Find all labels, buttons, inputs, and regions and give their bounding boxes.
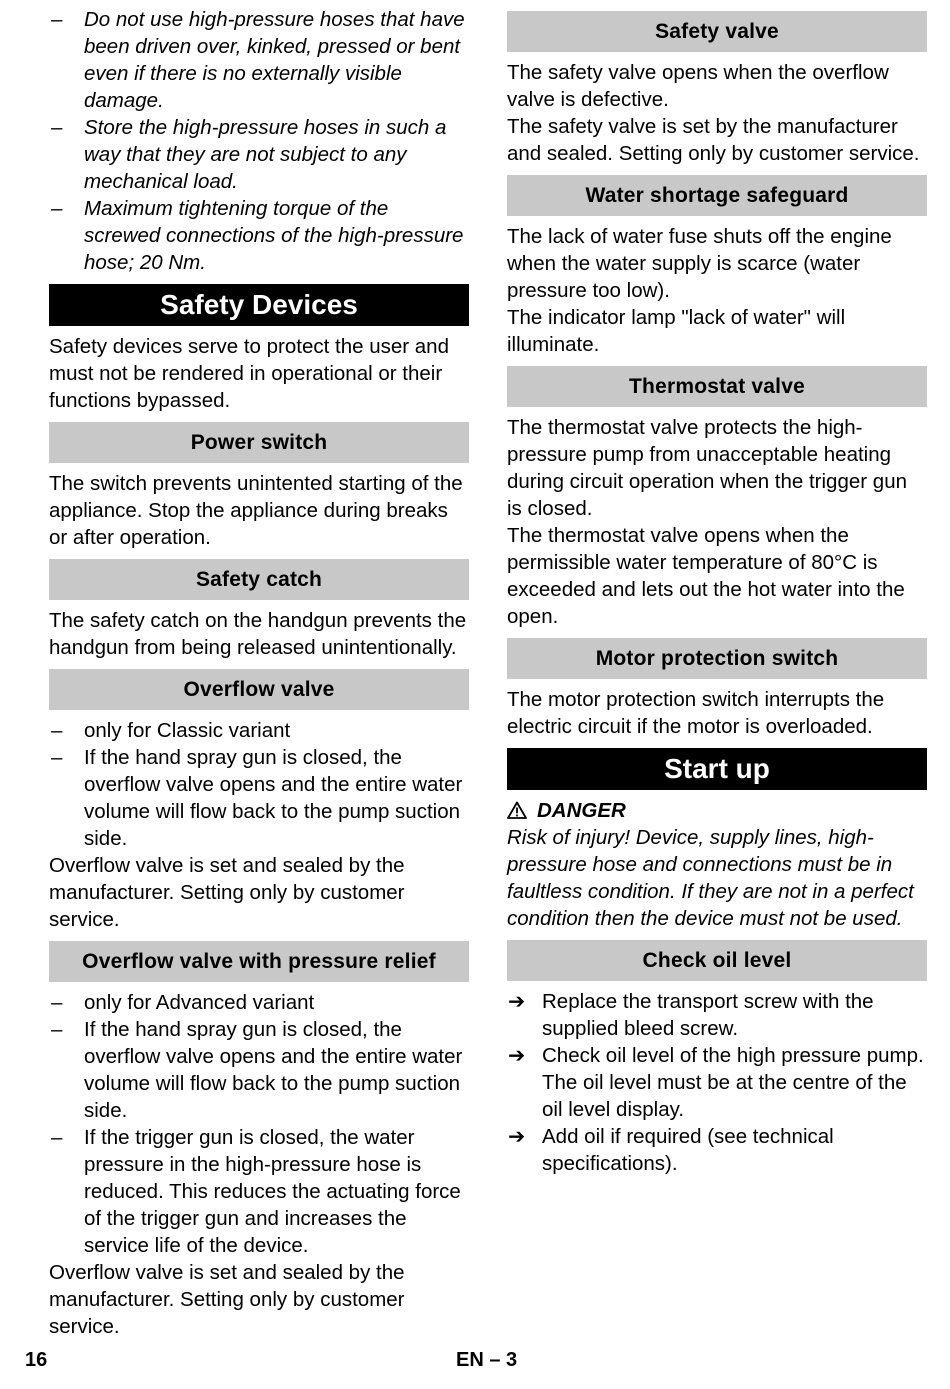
list-item — [507, 988, 927, 1042]
list-item — [507, 1123, 927, 1177]
list-item: – only for Advanced variant — [49, 989, 469, 1016]
list-item: – If the hand spray gun is closed, the overflow valve opens and the entire water volume will flow back to the pump suction side. — [49, 744, 469, 852]
list-item: – Store the high-pressure hoses in such a way that they are not subject to any mechanical load. — [49, 114, 469, 195]
danger-heading — [507, 797, 927, 824]
subheading-overflow-valve: Overflow valve — [49, 669, 469, 710]
oil-level-note: The oil level must be at the centre of the oil level display. — [542, 1071, 907, 1121]
check-oil-steps — [507, 988, 927, 1177]
overflow-valve-relief-list — [49, 989, 469, 1259]
right-column — [507, 0, 927, 1177]
hose-warnings-list — [49, 6, 469, 276]
thermostat-valve-text-2: The thermostat valve opens when the permissible water temperature of 80°C is exceeded and lets out the hot water into the open. — [507, 524, 905, 628]
step-text: Add oil if required (see technical specifications). — [542, 1125, 834, 1175]
subheading-safety-catch: Safety catch — [49, 559, 469, 600]
subheading-water-shortage: Water shortage safeguard — [507, 175, 927, 216]
arrow-right-icon: ➔ — [508, 990, 526, 1013]
left-column — [49, 0, 469, 1340]
list-item: – Maximum tightening torque of the screwed connections of the high-pressure hose; 20 Nm. — [49, 195, 469, 276]
list-item: – Do not use high-pressure hoses that have been driven over, kinked, pressed or bent even if there is no externally visible damage. — [49, 6, 469, 114]
section-page-label: EN – 3 — [456, 1349, 518, 1371]
list-item: – only for Classic variant — [49, 717, 469, 744]
list-item: – If the hand spray gun is closed, the overflow valve opens and the entire water volume will flow back to the pump suction side. — [49, 1016, 469, 1124]
safety-catch-text: The safety catch on the handgun prevents the handgun from being released unintentionally. — [49, 609, 467, 659]
overflow-valve-text: Overflow valve is set and sealed by the manufacturer. Setting only by customer service. — [49, 854, 405, 931]
subheading-motor-protection: Motor protection switch — [507, 638, 927, 679]
subheading-power-switch: Power switch — [49, 422, 469, 463]
arrow-right-icon: ➔ — [508, 1044, 526, 1067]
water-shortage-text-1: The lack of water fuse shuts off the engine when the water supply is scarce (water pressure too low). — [507, 225, 892, 302]
list-item: – If the trigger gun is closed, the water pressure in the high-pressure hose is reduced. This reduces the actuating force of the trigger gun and increases the service life of the device. — [49, 1124, 469, 1259]
warning-triangle-icon — [507, 797, 537, 824]
subheading-thermostat-valve: Thermostat valve — [507, 366, 927, 407]
subheading-overflow-valve-relief: Overflow valve with pressure relief — [49, 941, 469, 982]
subheading-check-oil-level: Check oil level — [507, 940, 927, 981]
page-number: 16 — [25, 1349, 48, 1371]
arrow-right-icon: ➔ — [508, 1125, 526, 1148]
step-text: Check oil level of the high pressure pump. — [542, 1044, 924, 1067]
thermostat-valve-text-1: The thermostat valve protects the high-pressure pump from unacceptable heating during circuit operation when the trigger gun is closed. — [507, 416, 907, 520]
overflow-valve-relief-text: Overflow valve is set and sealed by the manufacturer. Setting only by customer service. — [49, 1261, 405, 1338]
danger-text: Risk of injury! Device, supply lines, high-pressure hose and connections must be in faultless condition. If they are not in a perfect condition then the device must not be used. — [507, 826, 914, 930]
safety-devices-text: Safety devices serve to protect the user and must not be rendered in operational or their functions bypassed. — [49, 335, 449, 412]
section-heading-safety-devices: Safety Devices — [49, 284, 469, 326]
danger-label: DANGER — [537, 799, 626, 822]
overflow-valve-list — [49, 717, 469, 852]
safety-valve-text-1: The safety valve opens when the overflow valve is defective. — [507, 61, 889, 111]
safety-valve-text-2: The safety valve is set by the manufacturer and sealed. Setting only by customer service. — [507, 115, 920, 165]
subheading-safety-valve: Safety valve — [507, 11, 927, 52]
step-text: Replace the transport screw with the supplied bleed screw. — [542, 990, 874, 1040]
section-heading-start-up: Start up — [507, 748, 927, 790]
power-switch-text: The switch prevents unintented starting of the appliance. Stop the appliance during breaks or after operation. — [49, 472, 463, 549]
motor-protection-text: The motor protection switch interrupts the electric circuit if the motor is overloaded. — [507, 688, 885, 738]
list-item — [507, 1042, 927, 1123]
water-shortage-text-2: The indicator lamp "lack of water" will illuminate. — [507, 306, 846, 356]
